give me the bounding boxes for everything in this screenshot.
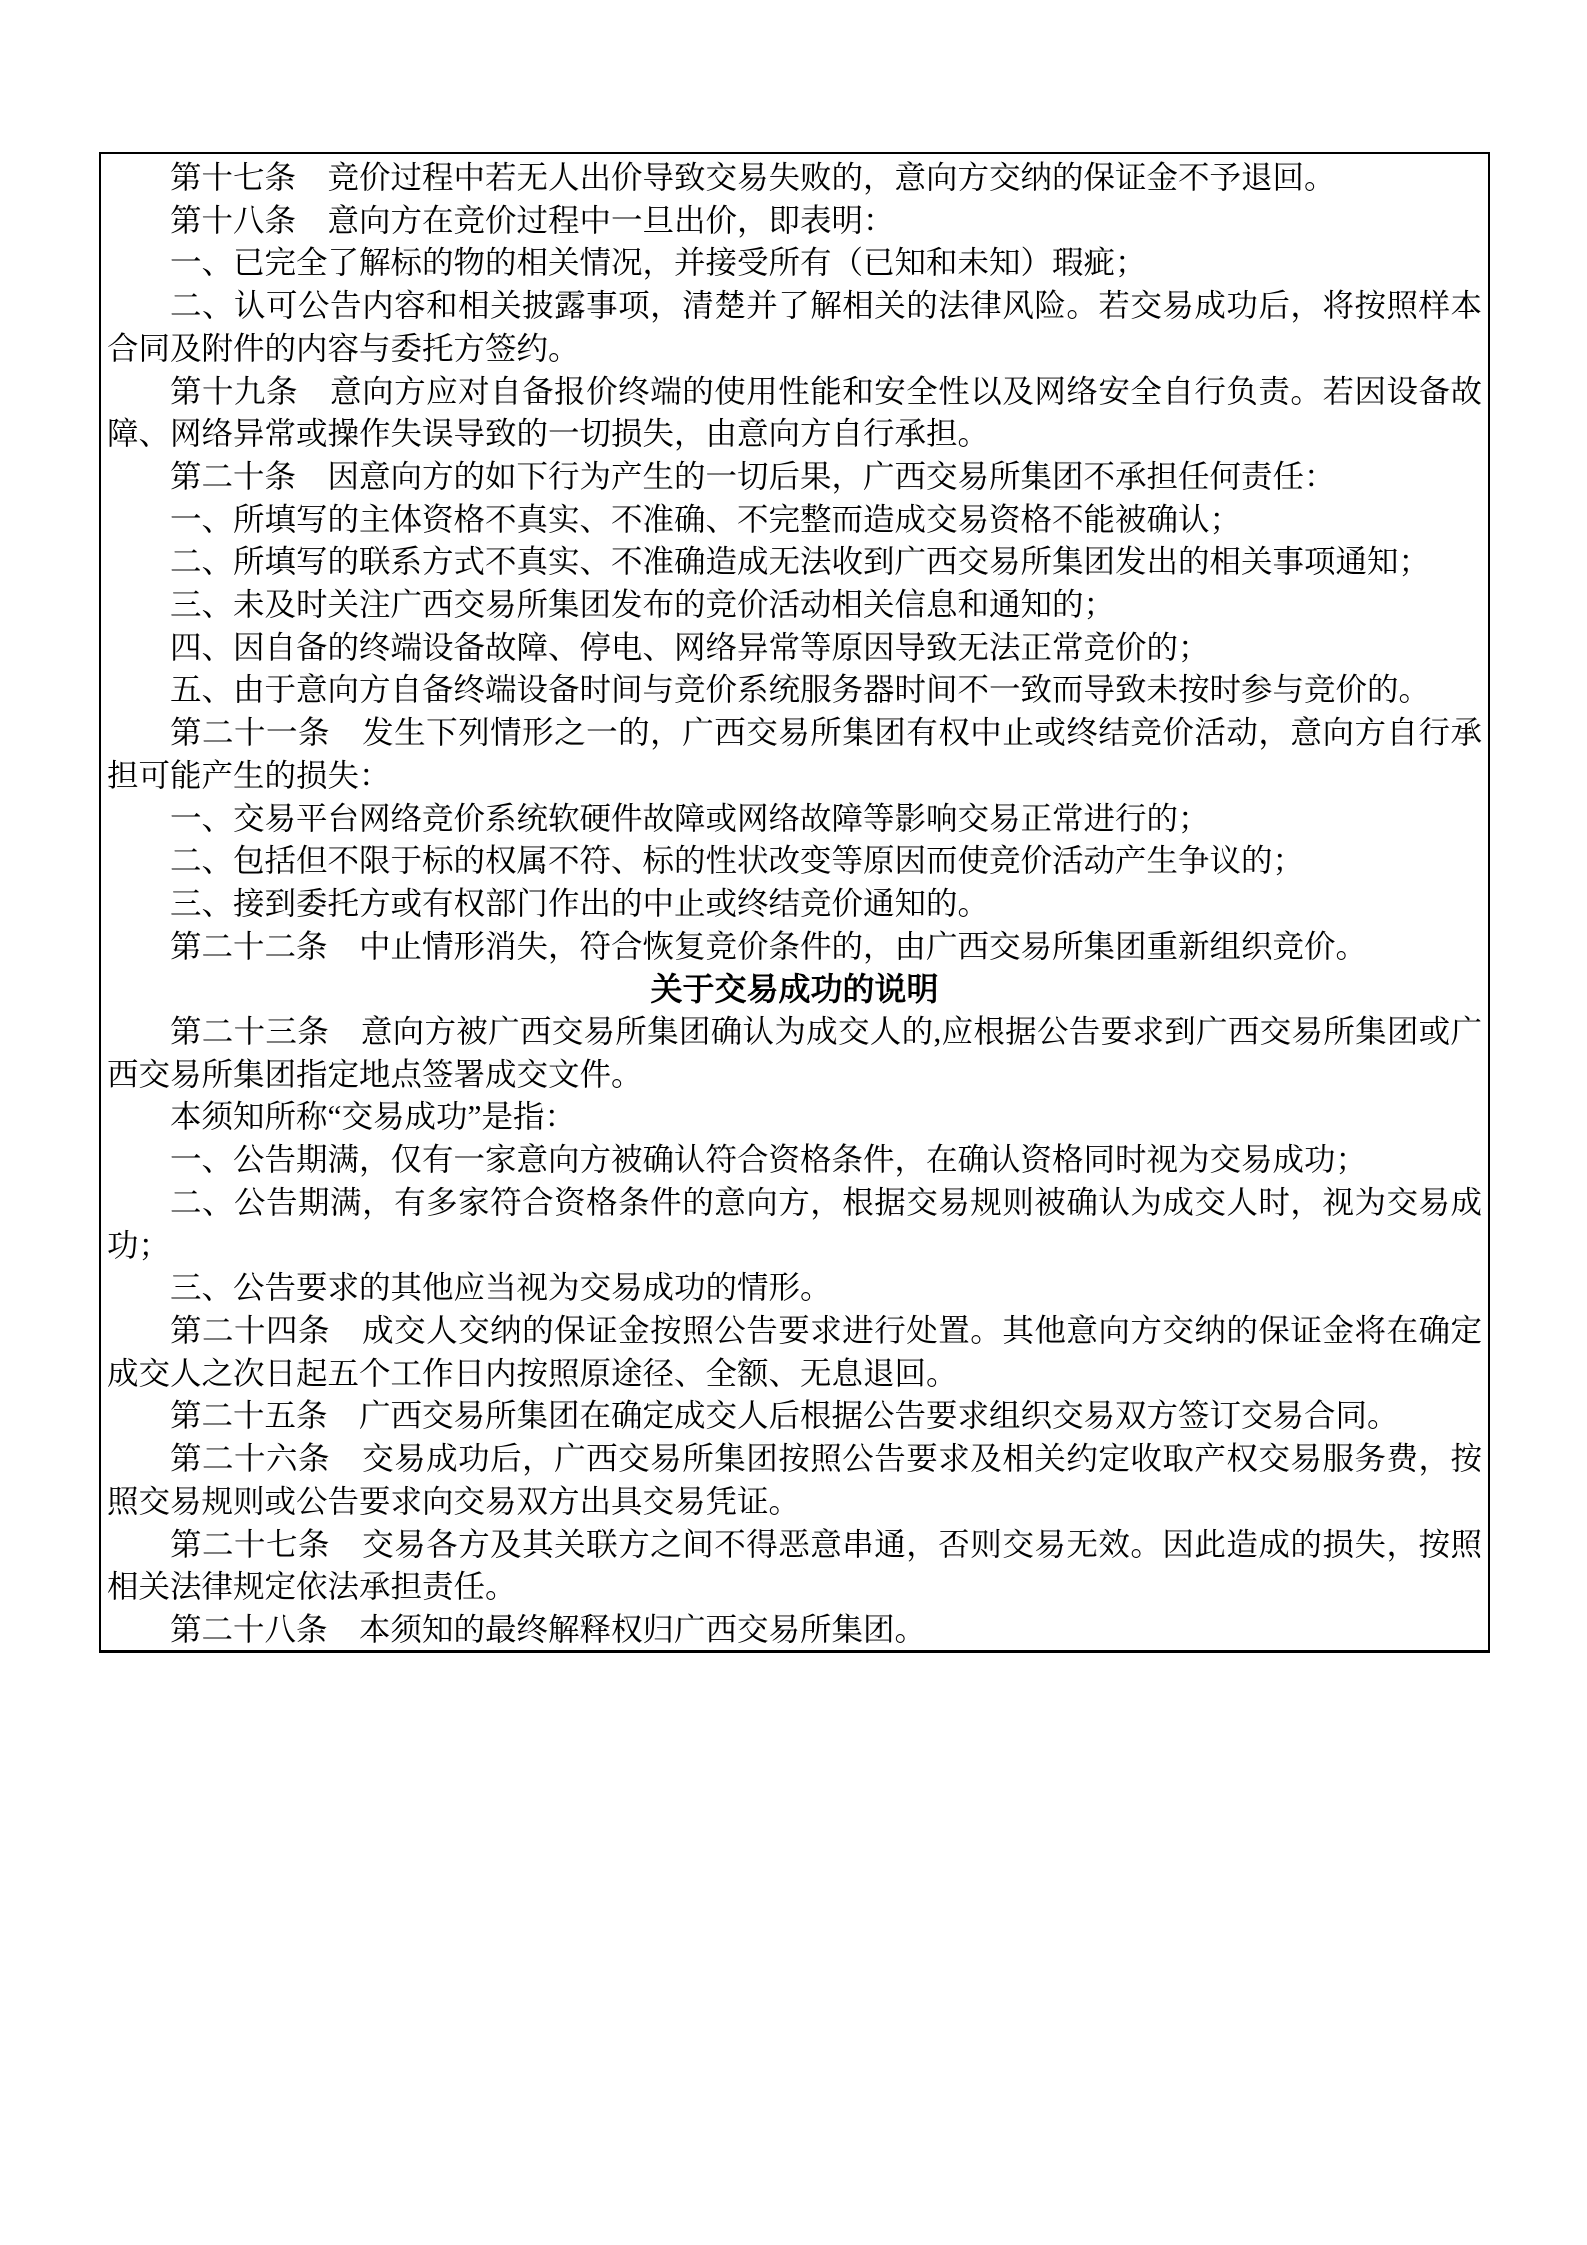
- list-item: 一、公告期满，仅有一家意向方被确认符合资格条件，在确认资格同时视为交易成功；: [170, 1142, 1368, 1178]
- list-item: 二、所填写的联系方式不真实、不准确造成无法收到广西交易所集团发出的相关事项通知；: [170, 544, 1431, 580]
- list-item: 五、由于意向方自备终端设备时间与竞价系统服务器时间不一致而导致未按时参与竞价的。: [170, 672, 1431, 708]
- list-item: 一、所填写的主体资格不真实、不准确、不完整而造成交易资格不能被确认；: [170, 501, 1242, 537]
- list-item: 三、接到委托方或有权部门作出的中止或终结竞价通知的。: [170, 885, 990, 921]
- clause-21-paragraph: 第二十一条 发生下列情形之一的，广西交易所集团有权中止或终结竞价活动，意向方自行承担可能产生的损失：: [107, 715, 1482, 793]
- clause-26-paragraph: 第二十六条 交易成功后，广西交易所集团按照公告要求及相关约定收取产权交易服务费，按照交易规则或公告要求向交易双方出具交易凭证。: [107, 1441, 1482, 1519]
- list-item: 三、未及时关注广西交易所集团发布的竞价活动相关信息和通知的；: [170, 587, 1116, 623]
- clause-27-paragraph: 第二十七条 交易各方及其关联方之间不得恶意串通，否则交易无效。因此造成的损失，按照相关法律规定依法承担责任。: [107, 1526, 1482, 1605]
- terms-table-cell: [99, 152, 1490, 1653]
- clause-28-paragraph: 第二十八条 本须知的最终解释权归广西交易所集团。: [170, 1611, 927, 1647]
- list-item: 一、已完全了解标的物的相关情况，并接受所有（已知和未知）瑕疵；: [170, 245, 1147, 281]
- clause-23-paragraph: 第二十三条 意向方被广西交易所集团确认为成交人的,应根据公告要求到广西交易所集团或广西交易所集团指定地点签署成交文件。: [107, 1014, 1482, 1092]
- clause-20-paragraph: 第二十条 因意向方的如下行为产生的一切后果，广西交易所集团不承担任何责任：: [170, 458, 1336, 494]
- section-heading: 关于交易成功的说明: [650, 971, 939, 1008]
- clause-18-paragraph: 第十八条 意向方在竞价过程中一旦出价，即表明：: [170, 202, 895, 238]
- list-item: 二、公告期满，有多家符合资格条件的意向方，根据交易规则被确认为成交人时，视为交易成功；: [107, 1184, 1482, 1263]
- clause-19-paragraph: 第十九条 意向方应对自备报价终端的使用性能和安全性以及网络安全自行负责。若因设备故障、网络异常或操作失误导致的一切损失，由意向方自行承担。: [107, 373, 1482, 452]
- list-item: 三、公告要求的其他应当视为交易成功的情形。: [170, 1270, 832, 1306]
- list-item: 四、因自备的终端设备故障、停电、网络异常等原因导致无法正常竞价的；: [170, 629, 1210, 665]
- clause-17-paragraph: 第十七条 竞价过程中若无人出价导致交易失败的，意向方交纳的保证金不予退回。: [170, 160, 1336, 195]
- clause-22-paragraph: 第二十二条 中止情形消失，符合恢复竞价条件的，由广西交易所集团重新组织竞价。: [170, 928, 1368, 964]
- list-item: 二、包括但不限于标的权属不符、标的性状改变等原因而使竞价活动产生争议的；: [170, 843, 1305, 879]
- list-item: 二、认可公告内容和相关披露事项，清楚并了解相关的法律风险。若交易成功后，将按照样本合同及附件的内容与委托方签约。: [107, 288, 1482, 366]
- list-item: 一、交易平台网络竞价系统软硬件故障或网络故障等影响交易正常进行的；: [170, 800, 1210, 836]
- clause-24-paragraph: 第二十四条 成交人交纳的保证金按照公告要求进行处置。其他意向方交纳的保证金将在确定成交人之次日起五个工作日内按照原途径、全额、无息退回。: [107, 1312, 1482, 1391]
- paragraph: 本须知所称“交易成功”是指：: [170, 1099, 576, 1135]
- clause-25-paragraph: 第二十五条 广西交易所集团在确定成交人后根据公告要求组织交易双方签订交易合同。: [170, 1398, 1399, 1434]
